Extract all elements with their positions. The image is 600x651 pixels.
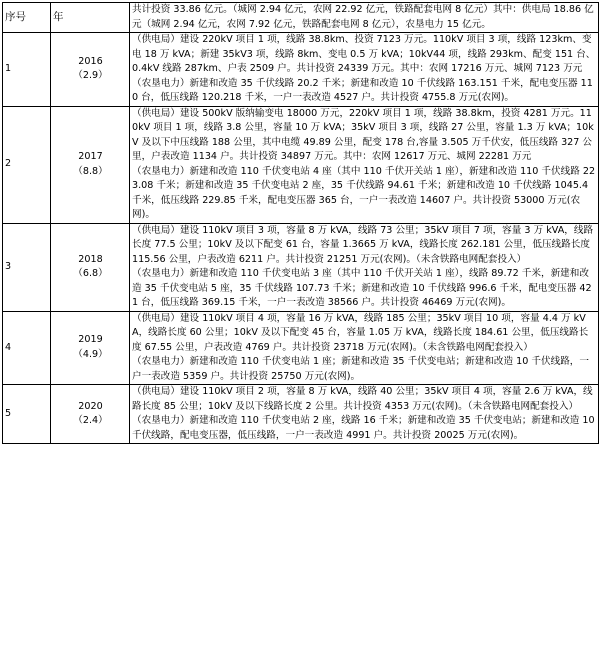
paragraph-nongken: （农垦电力）新建和改造 110 千伏变电站 1 座；新建和改造 35 千伏变电站；新建和改造 10 千伏线路，一户一表改造 5359 户。共计投资 25750 万元(农网)。 xyxy=(132,356,589,382)
row-seq: 5 xyxy=(3,385,51,444)
row-year-total: （4.9） xyxy=(73,348,108,360)
row-year-total: （2.9） xyxy=(73,70,108,82)
paragraph-gongdianju: （供电局）建设 110kV 项目 3 项，容量 8 万 kVA，线路 73 公里；35kV 项目 7 项，容量 3 万 kVA，线路长度 77.5 公里；10kV 及以下配变 61 台，容量 1.3665 万 kVA，线路长度 262.181 公里，低压线路长度 115.56 公里，户表改造 6211 户。共计投资 21251 万元(农网)。（未含铁路电网配套投入） xyxy=(132,224,594,265)
investment-table xyxy=(2,2,599,444)
row-year-total: （8.8） xyxy=(73,165,108,177)
table-row xyxy=(3,385,599,444)
paragraph-gongdianju: （供电局）建设 220kV 项目 1 项，线路 38.8km、投资 7123 万元。110kV 项目 3 项，线路 123km、变电 18 万 kVA；新建 35kV3 项，线路 8km、变电 0.5 万 kVA；10kV44 项，线路 293km、配变 151 台、0.4kV 线路 287km、户表 2509 户。共计投资 24339 万元。其中：农网 17216 万元、城网 7123 万元 xyxy=(132,34,596,74)
row-content xyxy=(130,33,599,107)
paragraph-gongdianju: （供电局）建设 110kV 项目 4 项，容量 16 万 kVA，线路 185 公里；35kV 项目 10 项，容量 4.4 万 kVA，线路长度 60 公里；10kV 及以下配变 45 台，容量 1.05 万 kVA，线路长度 184.61 公里，低压线路长度 67.55 公里，户表改造 4769 户。共计投资 23718 万元(农网)。（未含铁路电网配套投入） xyxy=(132,312,589,353)
row-seq: 3 xyxy=(3,223,51,311)
row-year-total: （6.8） xyxy=(73,268,108,279)
row-year: 2017 xyxy=(78,151,103,162)
row-year-cell xyxy=(51,33,130,107)
paragraph-nongken: （农垦电力）新建和改造 35 千伏线路 20.2 千米；新建和改造 10 千伏线路 163.151 千米，配电变压器 110 台，低压线路 120.218 千米，一户一表改造 4527 户。共计投资 4755.8 万元(农网)。 xyxy=(132,77,593,103)
header-year: 年 xyxy=(51,3,130,33)
paragraph-gongdianju: （供电局）建设 500kV 版纳输变电 18000 万元，220kV 项目 1 项，线路 38.8km，投资 4281 万元。110kV 项目 1 项，线路 3.8 公里，容量 10 万 kVA；35kV 项目 3 项，线路 27 公里，容量 1.3 万 kVA；10kV 及以下中压线路 188 公里，其中电缆 49.89 公里，配变 178 台,容量 3.505 万千伏安，低压线路 327 公里，户表改造 1134 户。共计投资 34897 万元。其中：农网 12617 万元、城网 22281 万元 xyxy=(132,107,594,162)
table-row xyxy=(3,311,599,385)
row-year: 2018 xyxy=(78,253,103,265)
paragraph-nongken: （农垦电力）新建和改造 110 千伏变电站 2 座，线路 16 千米；新建和改造 35 千伏变电站；新建和改造 10 千伏线路，配电变压器，低压线路，一户一表改造 4991 户。共计投资 20025 万元(农网)。 xyxy=(132,415,595,441)
row-year-cell xyxy=(51,385,130,444)
row-year-total: （2.4） xyxy=(73,415,108,426)
header-summary: 共计投资 33.86 亿元。（城网 2.94 亿元，农网 22.92 亿元，铁路配套电网 8 亿元）其中：供电局 18.86 亿元（城网 2.94 亿元，农网 7.92 亿元，铁路配套电网 8 亿元），农垦电力 15 亿元。 xyxy=(130,3,599,33)
row-seq: 4 xyxy=(3,311,51,385)
row-seq: 1 xyxy=(3,33,51,107)
row-year-cell xyxy=(51,311,130,385)
table-row xyxy=(3,33,599,107)
paragraph-nongken: （农垦电力）新建和改造 110 千伏变电站 3 座（其中 110 千伏开关站 1 座），线路 89.72 千米，新建和改造 35 千伏变电站 5 座，35 千伏线路 107.73 千米；新建和改造 10 千伏线路 996.6 千米，配电变压器 421 台，低压线路 369.15 千米，一户一表改造 38566 户。共计投资 46469 万元(农网)。 xyxy=(132,268,592,308)
row-seq: 2 xyxy=(3,106,51,223)
paragraph-nongken: （农垦电力）新建和改造 110 千伏变电站 4 座（其中 110 千伏开关站 1 座），新建和改造 110 千伏线路 223.08 千米；新建和改造 35 千伏变电站 2 座，35 千伏线路 94.61 千米；新建和改造 10 千伏线路 1045.4 千米，低压线路 229.85 千米，配电变压器 365 台，一户一表改造 14607 户。共计投资 53000 万元(农网)。 xyxy=(132,165,596,220)
row-content xyxy=(130,311,599,385)
row-content xyxy=(130,223,599,311)
header-row xyxy=(3,3,599,33)
paragraph-gongdianju: （供电局）建设 110kV 项目 2 项，容量 8 万 kVA，线路 40 公里；35kV 项目 4 项，容量 2.6 万 kVA，线路长度 85 公里；10kV 及以下线路长度 2 公里。共计投资 4353 万元(农网)。（未含铁路电网配套投入） xyxy=(132,386,593,412)
table-row xyxy=(3,106,599,223)
row-year-cell xyxy=(51,223,130,311)
row-year: 2019 xyxy=(78,334,103,346)
row-content xyxy=(130,106,599,223)
row-year: 2016 xyxy=(78,55,103,67)
table-row xyxy=(3,223,599,311)
row-content xyxy=(130,385,599,444)
row-year: 2020 xyxy=(78,400,103,412)
row-year-cell xyxy=(51,106,130,223)
header-seq: 序号 xyxy=(3,3,51,33)
